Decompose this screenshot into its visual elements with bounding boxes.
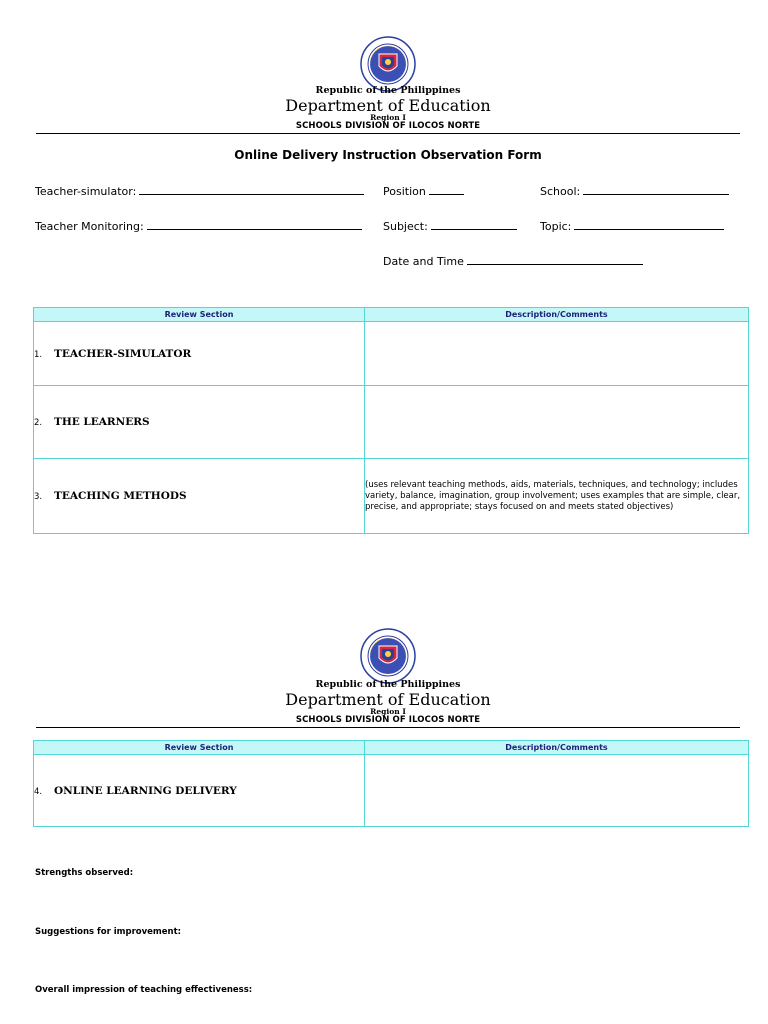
description-header: Description/Comments bbox=[365, 741, 749, 755]
review-item-online-learning-delivery bbox=[34, 755, 365, 827]
school-label: School: bbox=[540, 185, 581, 198]
review-item-teacher-simulator bbox=[34, 322, 365, 386]
subject-field[interactable] bbox=[383, 219, 517, 233]
item-number: 3. bbox=[34, 492, 43, 502]
comment-cell[interactable] bbox=[365, 386, 749, 459]
table-row bbox=[34, 386, 749, 459]
subject-label: Subject: bbox=[383, 220, 428, 233]
form-title: Online Delivery Instruction Observation Form bbox=[234, 148, 542, 162]
review-item-teaching-methods bbox=[34, 459, 365, 534]
teacher-simulator-blank[interactable] bbox=[139, 184, 364, 195]
comment-cell[interactable] bbox=[365, 322, 749, 386]
region-heading: Region I bbox=[370, 113, 406, 122]
date-time-label: Date and Time bbox=[383, 255, 464, 268]
deped-seal-logo bbox=[360, 36, 416, 92]
division-heading: SCHOOLS DIVISION OF ILOCOS NORTE bbox=[295, 121, 481, 131]
subject-blank[interactable] bbox=[431, 219, 517, 230]
table-row bbox=[34, 322, 749, 386]
position-label: Position bbox=[383, 185, 426, 198]
item-label: TEACHER-SIMULATOR bbox=[54, 347, 192, 360]
review-table-1 bbox=[33, 307, 749, 534]
republic-heading: Republic of the Philippines bbox=[315, 85, 461, 96]
date-time-blank[interactable] bbox=[467, 254, 643, 265]
date-time-field[interactable] bbox=[383, 254, 643, 268]
item-number: 4. bbox=[34, 786, 43, 797]
table-row bbox=[34, 755, 749, 827]
review-table-2 bbox=[33, 740, 749, 827]
teacher-monitoring-blank[interactable] bbox=[147, 219, 362, 230]
position-blank[interactable] bbox=[429, 184, 464, 195]
teacher-simulator-field[interactable] bbox=[35, 184, 364, 198]
department-heading: Department of Education bbox=[285, 690, 491, 709]
review-section-header: Review Section bbox=[34, 308, 365, 322]
position-field[interactable] bbox=[383, 184, 464, 198]
teacher-simulator-label: Teacher-simulator: bbox=[35, 185, 137, 198]
comment-cell[interactable] bbox=[365, 755, 749, 827]
school-blank[interactable] bbox=[583, 184, 729, 195]
comment-cell[interactable]: (uses relevant teaching methods, aids, materials, techniques, and technology; includes variety, balance, imagination, group involvement; uses examples that are simple, clear, precise, and appropriate; stays focused on and meets stated objectives) bbox=[365, 459, 749, 534]
republic-heading: Republic of the Philippines bbox=[315, 679, 461, 690]
strengths-label: Strengths observed: bbox=[35, 868, 134, 878]
review-item-learners bbox=[34, 386, 365, 459]
header-divider bbox=[36, 133, 740, 134]
deped-seal-logo bbox=[360, 628, 416, 684]
item-number: 2. bbox=[34, 418, 43, 428]
topic-field[interactable] bbox=[540, 219, 724, 233]
header-divider bbox=[36, 727, 740, 728]
item-label: ONLINE LEARNING DELIVERY bbox=[54, 784, 237, 797]
review-section-header: Review Section bbox=[34, 741, 365, 755]
item-number: 1. bbox=[34, 349, 43, 360]
division-heading: SCHOOLS DIVISION OF ILOCOS NORTE bbox=[295, 715, 481, 725]
table-row bbox=[34, 459, 749, 534]
school-field[interactable] bbox=[540, 184, 729, 198]
teacher-monitoring-field[interactable] bbox=[35, 219, 362, 233]
description-header: Description/Comments bbox=[365, 308, 749, 322]
topic-label: Topic: bbox=[540, 220, 572, 233]
overall-impression-label: Overall impression of teaching effectiveness: bbox=[35, 985, 253, 995]
department-heading: Department of Education bbox=[285, 96, 491, 115]
suggestions-label: Suggestions for improvement: bbox=[35, 927, 182, 937]
teacher-monitoring-label: Teacher Monitoring: bbox=[35, 220, 144, 233]
region-heading: Region I bbox=[370, 707, 406, 716]
topic-blank[interactable] bbox=[574, 219, 724, 230]
item-label: THE LEARNERS bbox=[54, 416, 150, 428]
item-label: TEACHING METHODS bbox=[54, 490, 187, 502]
